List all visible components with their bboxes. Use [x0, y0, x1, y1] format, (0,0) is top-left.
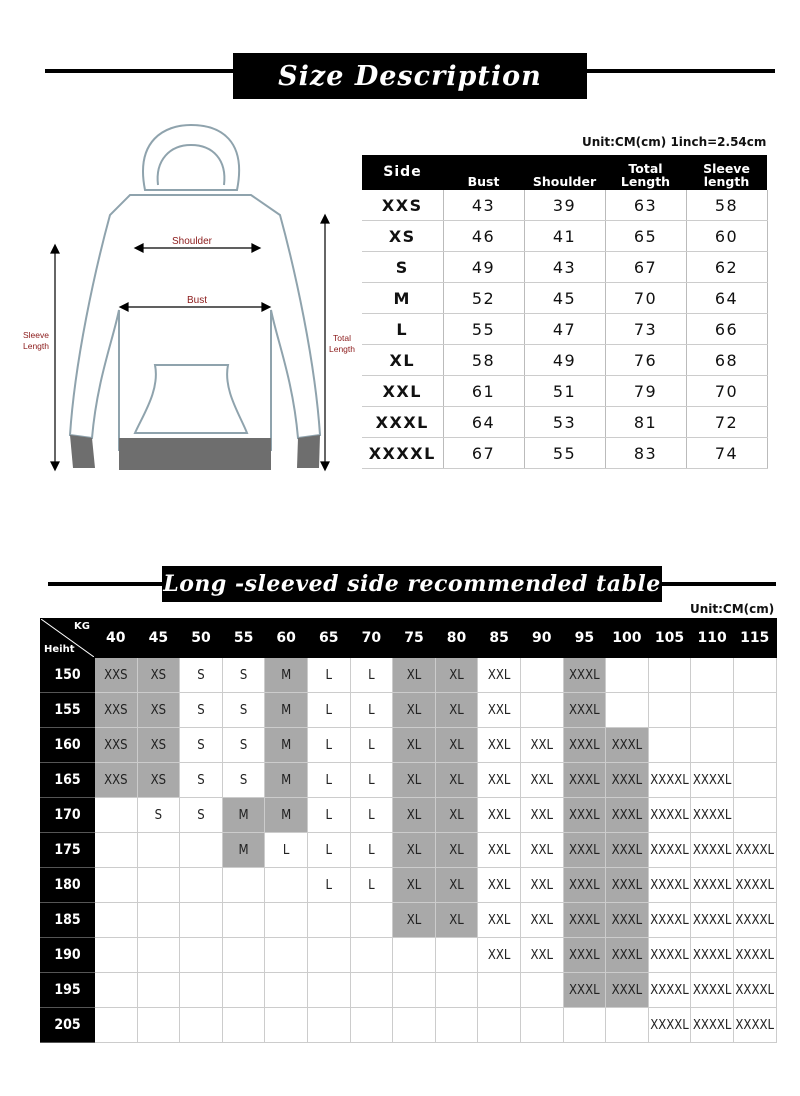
recommended-size-cell: S	[222, 763, 265, 798]
recommended-size-cell: XXL	[520, 763, 563, 798]
weight-header: 100	[606, 619, 649, 658]
measurement-cell: 52	[443, 283, 524, 314]
size-table-row	[362, 221, 767, 252]
measurement-cell: 73	[605, 314, 686, 345]
recommended-size-cell: L	[350, 798, 393, 833]
weight-header: 40	[95, 619, 138, 658]
recommended-size-cell	[137, 833, 180, 868]
recommended-size-cell	[648, 693, 691, 728]
height-row	[41, 868, 777, 903]
weight-header: 75	[393, 619, 436, 658]
recommended-size-cell: XXS	[95, 763, 138, 798]
bust-label: Bust	[186, 295, 208, 306]
recommended-size-cell: S	[180, 798, 223, 833]
recommended-size-cell: XXXL	[563, 903, 606, 938]
hoodie-diagram	[15, 120, 355, 480]
height-header: 190	[41, 938, 95, 973]
height-row	[41, 833, 777, 868]
recommended-size-cell: XXXXL	[648, 938, 691, 973]
measurement-cell: 62	[686, 252, 767, 283]
size-table-row	[362, 407, 767, 438]
recommended-size-cell	[648, 728, 691, 763]
recommended-size-cell	[222, 973, 265, 1008]
recommended-size-cell	[733, 763, 776, 798]
size-table-col-header: Sleeve length	[686, 155, 767, 190]
measurement-cell: 79	[605, 376, 686, 407]
recommended-size-cell	[691, 658, 734, 693]
recommended-size-cell	[520, 693, 563, 728]
recommended-size-cell	[222, 938, 265, 973]
measurement-cell: 53	[524, 407, 605, 438]
recommended-size-cell: XXXL	[563, 798, 606, 833]
height-row	[41, 938, 777, 973]
recommended-size-cell: XS	[137, 763, 180, 798]
recommended-size-cell: XXXXL	[733, 833, 776, 868]
height-header: 195	[41, 973, 95, 1008]
recommended-size-cell: XXXXL	[648, 798, 691, 833]
recommended-size-cell	[95, 798, 138, 833]
recommended-size-cell: XXXL	[606, 973, 649, 1008]
weight-header: 115	[733, 619, 776, 658]
recommended-size-cell: M	[265, 798, 308, 833]
recommended-size-cell	[180, 1008, 223, 1043]
weight-header: 110	[691, 619, 734, 658]
recommended-size-cell: XL	[393, 798, 436, 833]
height-row	[41, 973, 777, 1008]
recommended-size-cell	[733, 693, 776, 728]
recommended-size-cell: XXXXL	[733, 973, 776, 1008]
recommended-size-cell: XXXXL	[691, 763, 734, 798]
recommended-size-cell	[137, 938, 180, 973]
recommended-size-cell: XXS	[95, 728, 138, 763]
recommended-size-cell	[393, 973, 436, 1008]
weight-header: 65	[307, 619, 350, 658]
recommended-size-cell: XL	[435, 903, 478, 938]
recommended-size-cell: XL	[393, 658, 436, 693]
shoulder-label: Shoulder	[171, 236, 213, 247]
measurement-cell: 70	[686, 376, 767, 407]
recommended-size-cell	[307, 903, 350, 938]
recommended-size-cell: XXL	[478, 868, 521, 903]
recommended-size-cell: XL	[435, 763, 478, 798]
recommended-size-cell: S	[222, 658, 265, 693]
recommended-size-cell: XL	[435, 833, 478, 868]
recommended-size-cell	[137, 868, 180, 903]
size-table-row	[362, 376, 767, 407]
recommended-size-cell: XXL	[478, 693, 521, 728]
recommended-size-cell: XS	[137, 728, 180, 763]
recommended-size-cell: XXL	[478, 833, 521, 868]
recommended-size-cell: XXXL	[563, 938, 606, 973]
size-label-cell: XL	[362, 345, 443, 376]
recommended-size-cell: S	[222, 728, 265, 763]
recommended-size-cell: XXS	[95, 693, 138, 728]
weight-header: 105	[648, 619, 691, 658]
recommended-size-cell: XXXXL	[648, 1008, 691, 1043]
height-header: 155	[41, 693, 95, 728]
recommended-size-cell: XXXL	[563, 763, 606, 798]
recommended-size-cell: XXL	[520, 833, 563, 868]
unit-note: Unit:CM(cm) 1inch=2.54cm	[582, 135, 767, 149]
recommended-size-cell: XXL	[520, 938, 563, 973]
recommended-size-cell: S	[222, 693, 265, 728]
recommended-size-cell: XXS	[95, 658, 138, 693]
measurement-cell: 63	[605, 190, 686, 221]
recommended-size-cell: XXXL	[563, 693, 606, 728]
recommended-size-cell	[95, 868, 138, 903]
recommended-size-cell	[350, 973, 393, 1008]
recommended-size-cell	[265, 938, 308, 973]
recommended-size-cell: XXXXL	[733, 903, 776, 938]
size-label-cell: XXXL	[362, 407, 443, 438]
measurement-cell: 46	[443, 221, 524, 252]
recommended-size-cell: XXXL	[606, 728, 649, 763]
recommended-size-cell: XXXXL	[691, 798, 734, 833]
measurement-cell: 74	[686, 438, 767, 469]
recommended-size-cell: L	[307, 868, 350, 903]
recommended-size-cell: XXXXL	[691, 868, 734, 903]
recommended-size-cell: L	[350, 693, 393, 728]
recommended-table-title: Long -sleeved side recommended table	[162, 566, 662, 602]
size-table-row	[362, 252, 767, 283]
recommended-size-cell: M	[265, 763, 308, 798]
recommended-size-cell: XXL	[478, 798, 521, 833]
recommended-size-cell	[350, 938, 393, 973]
recommended-size-cell	[95, 833, 138, 868]
size-table-row	[362, 283, 767, 314]
height-header: 160	[41, 728, 95, 763]
recommended-size-cell: XL	[393, 763, 436, 798]
recommended-size-cell: L	[307, 728, 350, 763]
recommended-size-cell	[435, 1008, 478, 1043]
recommended-size-cell: XXXXL	[648, 868, 691, 903]
recommended-size-cell: XL	[435, 728, 478, 763]
recommended-size-cell	[606, 658, 649, 693]
recommended-size-cell: S	[180, 693, 223, 728]
recommended-size-cell: M	[265, 728, 308, 763]
recommended-size-cell: XXXXL	[691, 973, 734, 1008]
recommended-size-cell: M	[222, 798, 265, 833]
size-table-col-header: Side	[362, 155, 443, 190]
measurement-cell: 47	[524, 314, 605, 345]
size-table-header	[362, 155, 767, 190]
recommended-size-cell	[95, 1008, 138, 1043]
recommended-size-cell: L	[307, 658, 350, 693]
recommended-size-cell	[180, 973, 223, 1008]
recommended-size-cell: XL	[393, 833, 436, 868]
measurement-cell: 58	[686, 190, 767, 221]
recommended-size-cell: S	[137, 798, 180, 833]
recommended-size-cell	[307, 938, 350, 973]
height-header: 170	[41, 798, 95, 833]
recommended-size-cell: XXXXL	[648, 763, 691, 798]
recommended-size-cell	[606, 693, 649, 728]
mid-rule-right	[656, 582, 776, 586]
size-label-cell: XXL	[362, 376, 443, 407]
recommended-size-cell	[265, 973, 308, 1008]
recommended-size-cell: XXL	[520, 798, 563, 833]
recommended-size-cell	[393, 1008, 436, 1043]
measurement-cell: 55	[524, 438, 605, 469]
measurement-cell: 39	[524, 190, 605, 221]
height-header: 165	[41, 763, 95, 798]
recommended-size-cell: XS	[137, 693, 180, 728]
measurement-cell: 65	[605, 221, 686, 252]
size-label-cell: XXXXL	[362, 438, 443, 469]
height-row	[41, 1008, 777, 1043]
recommended-size-cell: XL	[435, 868, 478, 903]
top-rule-right	[585, 69, 775, 73]
recommended-size-cell	[137, 1008, 180, 1043]
size-label-cell: L	[362, 314, 443, 345]
recommended-size-cell: L	[307, 693, 350, 728]
recommended-size-cell: XXXL	[606, 868, 649, 903]
recommended-size-cell: XXL	[478, 938, 521, 973]
recommended-size-cell	[265, 1008, 308, 1043]
recommended-size-cell: XXXL	[606, 833, 649, 868]
recommended-size-cell: XXL	[478, 658, 521, 693]
weight-header: 85	[478, 619, 521, 658]
measurement-cell: 41	[524, 221, 605, 252]
recommended-size-cell: XXXXL	[648, 833, 691, 868]
height-header: 185	[41, 903, 95, 938]
recommended-size-cell	[563, 1008, 606, 1043]
recommended-size-cell	[691, 693, 734, 728]
recommended-size-cell	[520, 973, 563, 1008]
recommended-size-cell: XXL	[520, 868, 563, 903]
measurement-cell: 43	[524, 252, 605, 283]
recommended-size-cell: XL	[393, 903, 436, 938]
size-label-cell: XS	[362, 221, 443, 252]
recommended-size-cell: L	[307, 833, 350, 868]
recommended-size-cell: XXL	[478, 728, 521, 763]
recommended-size-cell	[137, 903, 180, 938]
recommended-size-cell: L	[350, 868, 393, 903]
recommended-size-cell: L	[307, 763, 350, 798]
recommended-size-cell: XXXL	[563, 973, 606, 1008]
recommended-size-cell	[180, 833, 223, 868]
height-header: 150	[41, 658, 95, 693]
recommended-size-cell	[222, 868, 265, 903]
recommended-size-cell	[180, 903, 223, 938]
size-table-row	[362, 345, 767, 376]
size-table-row	[362, 314, 767, 345]
recommended-size-cell	[222, 1008, 265, 1043]
recommended-size-cell: XXXL	[563, 658, 606, 693]
height-header: 175	[41, 833, 95, 868]
measurement-cell: 67	[443, 438, 524, 469]
measurement-cell: 83	[605, 438, 686, 469]
recommended-size-cell: XXXXL	[691, 938, 734, 973]
height-row	[41, 763, 777, 798]
recommended-size-cell	[95, 903, 138, 938]
recommended-size-cell	[222, 903, 265, 938]
recommended-size-cell	[478, 1008, 521, 1043]
recommended-unit-note: Unit:CM(cm)	[690, 602, 775, 616]
size-description-table	[362, 155, 768, 469]
recommended-size-cell	[648, 658, 691, 693]
size-table-col-header: Total Length	[605, 155, 686, 190]
recommended-size-cell: XXL	[520, 903, 563, 938]
measurement-cell: 67	[605, 252, 686, 283]
table-corner-header	[41, 619, 95, 658]
recommended-size-cell: XXXXL	[691, 833, 734, 868]
recommended-size-cell: S	[180, 728, 223, 763]
weight-header: 80	[435, 619, 478, 658]
measurement-cell: 66	[686, 314, 767, 345]
total-length-label: Total Length	[329, 333, 355, 354]
recommended-size-cell: XXXL	[606, 798, 649, 833]
measurement-cell: 49	[524, 345, 605, 376]
weight-header: 90	[520, 619, 563, 658]
recommended-size-cell: L	[350, 658, 393, 693]
recommended-size-cell: XL	[435, 693, 478, 728]
recommended-size-cell: XL	[393, 868, 436, 903]
measurement-cell: 81	[605, 407, 686, 438]
recommended-size-cell: XXL	[478, 763, 521, 798]
recommended-size-cell	[435, 938, 478, 973]
recommended-size-cell: XL	[393, 728, 436, 763]
recommended-size-cell	[606, 1008, 649, 1043]
recommended-size-cell: XXXL	[606, 763, 649, 798]
recommended-size-cell	[307, 973, 350, 1008]
recommended-size-cell	[733, 728, 776, 763]
measurement-cell: 51	[524, 376, 605, 407]
recommended-size-cell: S	[180, 763, 223, 798]
recommended-size-cell: XXXXL	[733, 938, 776, 973]
recommended-size-cell: L	[350, 763, 393, 798]
measurement-cell: 72	[686, 407, 767, 438]
height-header: 205	[41, 1008, 95, 1043]
recommended-size-cell: XXXL	[563, 833, 606, 868]
weight-header: 55	[222, 619, 265, 658]
recommended-size-cell	[137, 973, 180, 1008]
recommended-size-cell: XXXXL	[691, 1008, 734, 1043]
recommended-size-cell: XS	[137, 658, 180, 693]
recommended-size-cell	[520, 658, 563, 693]
size-table-row	[362, 438, 767, 469]
recommended-size-cell	[180, 868, 223, 903]
weight-axis-label: KG	[74, 621, 90, 632]
recommended-size-cell: XXXXL	[648, 973, 691, 1008]
recommended-size-cell: XXXL	[606, 903, 649, 938]
recommended-size-cell	[350, 1008, 393, 1043]
recommended-size-cell: L	[350, 728, 393, 763]
recommended-size-cell: XXXL	[563, 868, 606, 903]
recommended-size-cell	[733, 658, 776, 693]
height-row	[41, 693, 777, 728]
size-label-cell: XXS	[362, 190, 443, 221]
recommended-size-cell: L	[307, 798, 350, 833]
recommended-size-cell: XL	[393, 693, 436, 728]
height-row	[41, 903, 777, 938]
recommended-size-cell	[95, 938, 138, 973]
recommended-size-cell	[350, 903, 393, 938]
recommended-size-cell: XXXXL	[733, 868, 776, 903]
height-row	[41, 728, 777, 763]
measurement-cell: 58	[443, 345, 524, 376]
measurement-cell: 55	[443, 314, 524, 345]
measurement-cell: 76	[605, 345, 686, 376]
weight-header: 95	[563, 619, 606, 658]
weight-header-row	[41, 619, 777, 658]
measurement-cell: 43	[443, 190, 524, 221]
recommended-size-cell: L	[350, 833, 393, 868]
recommended-size-cell	[435, 973, 478, 1008]
measurement-cell: 64	[686, 283, 767, 314]
height-row	[41, 658, 777, 693]
measurement-cell: 60	[686, 221, 767, 252]
recommended-size-cell: XXXXL	[691, 903, 734, 938]
mid-rule-left	[48, 582, 168, 586]
recommended-size-cell	[265, 903, 308, 938]
recommended-size-cell	[265, 868, 308, 903]
recommended-size-cell	[95, 973, 138, 1008]
size-label-cell: S	[362, 252, 443, 283]
size-label-cell: M	[362, 283, 443, 314]
size-recommendation-table	[40, 618, 777, 1043]
measurement-cell: 49	[443, 252, 524, 283]
measurement-cell: 64	[443, 407, 524, 438]
recommended-size-cell: XL	[435, 658, 478, 693]
size-table-col-header: Bust	[443, 155, 524, 190]
recommended-size-cell	[478, 973, 521, 1008]
height-header: 180	[41, 868, 95, 903]
top-rule-left	[45, 69, 235, 73]
recommended-size-cell: L	[265, 833, 308, 868]
recommended-size-cell: M	[265, 658, 308, 693]
recommended-size-cell: XXL	[520, 728, 563, 763]
weight-header: 50	[180, 619, 223, 658]
recommended-size-cell	[180, 938, 223, 973]
recommended-size-cell: XXXL	[563, 728, 606, 763]
recommended-size-cell: XXL	[478, 903, 521, 938]
weight-header: 60	[265, 619, 308, 658]
recommended-size-cell	[307, 1008, 350, 1043]
recommended-size-cell: XXXL	[606, 938, 649, 973]
recommended-size-cell: M	[222, 833, 265, 868]
recommended-size-cell: XXXXL	[648, 903, 691, 938]
weight-header: 45	[137, 619, 180, 658]
measurement-cell: 61	[443, 376, 524, 407]
measurement-cell: 68	[686, 345, 767, 376]
recommended-size-cell	[733, 798, 776, 833]
recommended-size-cell	[691, 728, 734, 763]
size-description-title: Size Description	[233, 53, 587, 99]
measurement-cell: 45	[524, 283, 605, 314]
recommended-size-cell	[393, 938, 436, 973]
height-row	[41, 798, 777, 833]
size-table-row	[362, 190, 767, 221]
recommended-size-cell: XL	[435, 798, 478, 833]
recommended-size-cell: M	[265, 693, 308, 728]
sleeve-length-label: Sleeve Length	[23, 330, 49, 351]
recommended-size-cell: S	[180, 658, 223, 693]
measurement-cell: 70	[605, 283, 686, 314]
weight-header: 70	[350, 619, 393, 658]
size-table-col-header: Shoulder	[524, 155, 605, 190]
recommended-size-cell: XXXXL	[733, 1008, 776, 1043]
height-axis-label: Heiht	[44, 644, 75, 655]
recommended-size-cell	[520, 1008, 563, 1043]
